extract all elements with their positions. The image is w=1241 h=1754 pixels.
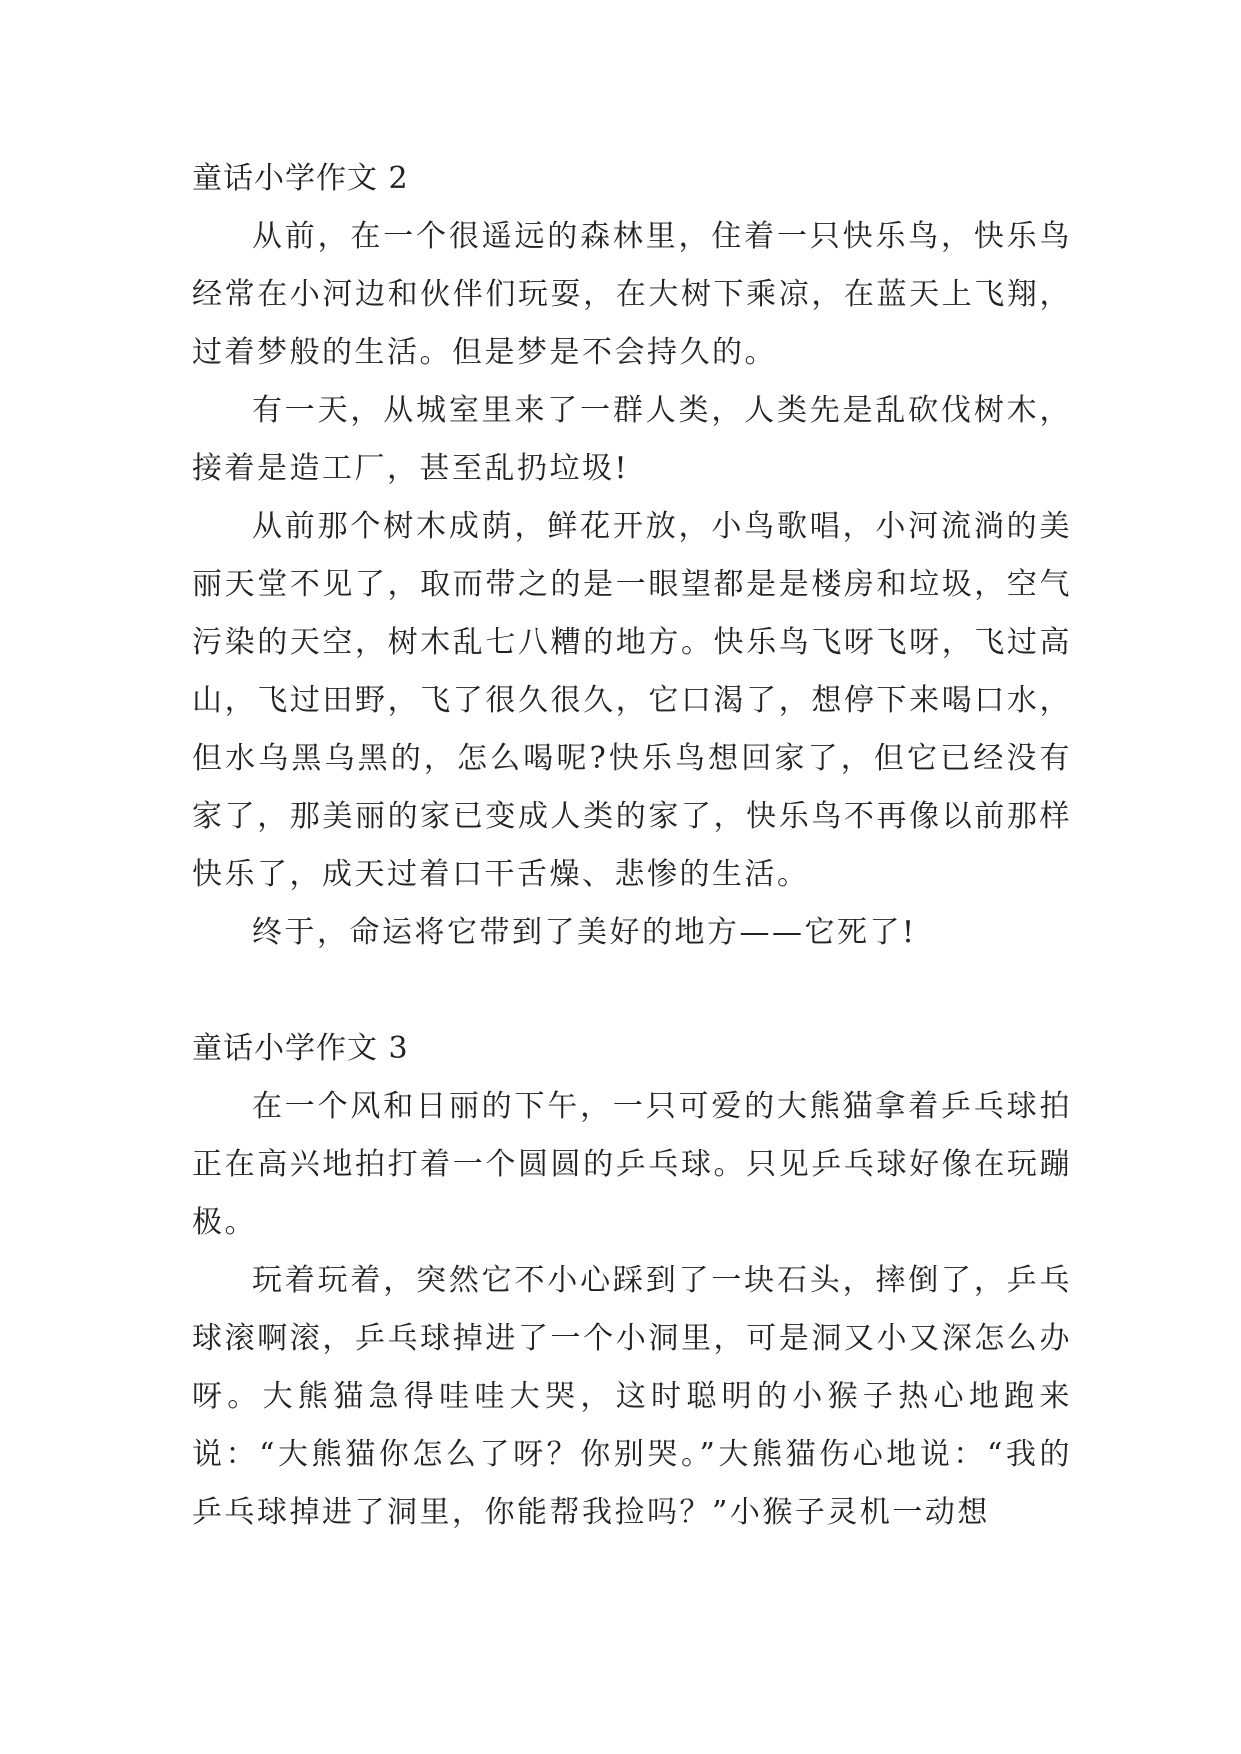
paragraph: 终于，命运将它带到了美好的地方——它死了! xyxy=(252,915,917,950)
essay-title: 童话小学作文 3 xyxy=(192,1031,409,1066)
document-body xyxy=(192,150,1072,1542)
paragraph: 有一天，从城室里来了一群人类，人类先是乱砍伐树木，接着是造工厂，甚至乱扔垃圾! xyxy=(192,393,1072,486)
paragraph: 在一个风和日丽的下午，一只可爱的大熊猫拿着乒乓球拍正在高兴地拍打着一个圆圆的乒乓球。只见乒乓球好像在玩蹦极。 xyxy=(192,1089,1072,1240)
essay-section-3 xyxy=(192,1020,1072,1542)
paragraph: 从前，在一个很遥远的森林里，住着一只快乐鸟，快乐鸟经常在小河边和伙伴们玩耍，在大树下乘凉，在蓝天上飞翔，过着梦般的生活。但是梦是不会持久的。 xyxy=(192,219,1072,370)
essay-section-2 xyxy=(192,150,1072,962)
paragraph: 玩着玩着，突然它不小心踩到了一块石头，摔倒了，乒乓球滚啊滚，乒乓球掉进了一个小洞里，可是洞又小又深怎么办呀。大熊猫急得哇哇大哭，这时聪明的小猴子热心地跑来说：“大熊猫你怎么了呀？你别哭。”大熊猫伤心地说：“我的乒乓球掉进了洞里，你能帮我捡吗？”小猴子灵机一动想 xyxy=(192,1263,1072,1530)
paragraph: 从前那个树木成荫，鲜花开放，小鸟歌唱，小河流淌的美丽天堂不见了，取而带之的是一眼望都是是楼房和垃圾，空气污染的天空，树木乱七八糟的地方。快乐鸟飞呀飞呀，飞过高山，飞过田野，飞了很久很久，它口渴了，想停下来喝口水，但水乌黑乌黑的，怎么喝呢?快乐鸟想回家了，但它已经没有家了，那美丽的家已变成人类的家了，快乐鸟不再像以前那样快乐了，成天过着口干舌燥、悲惨的生活。 xyxy=(192,509,1072,892)
essay-title: 童话小学作文 2 xyxy=(192,161,409,196)
